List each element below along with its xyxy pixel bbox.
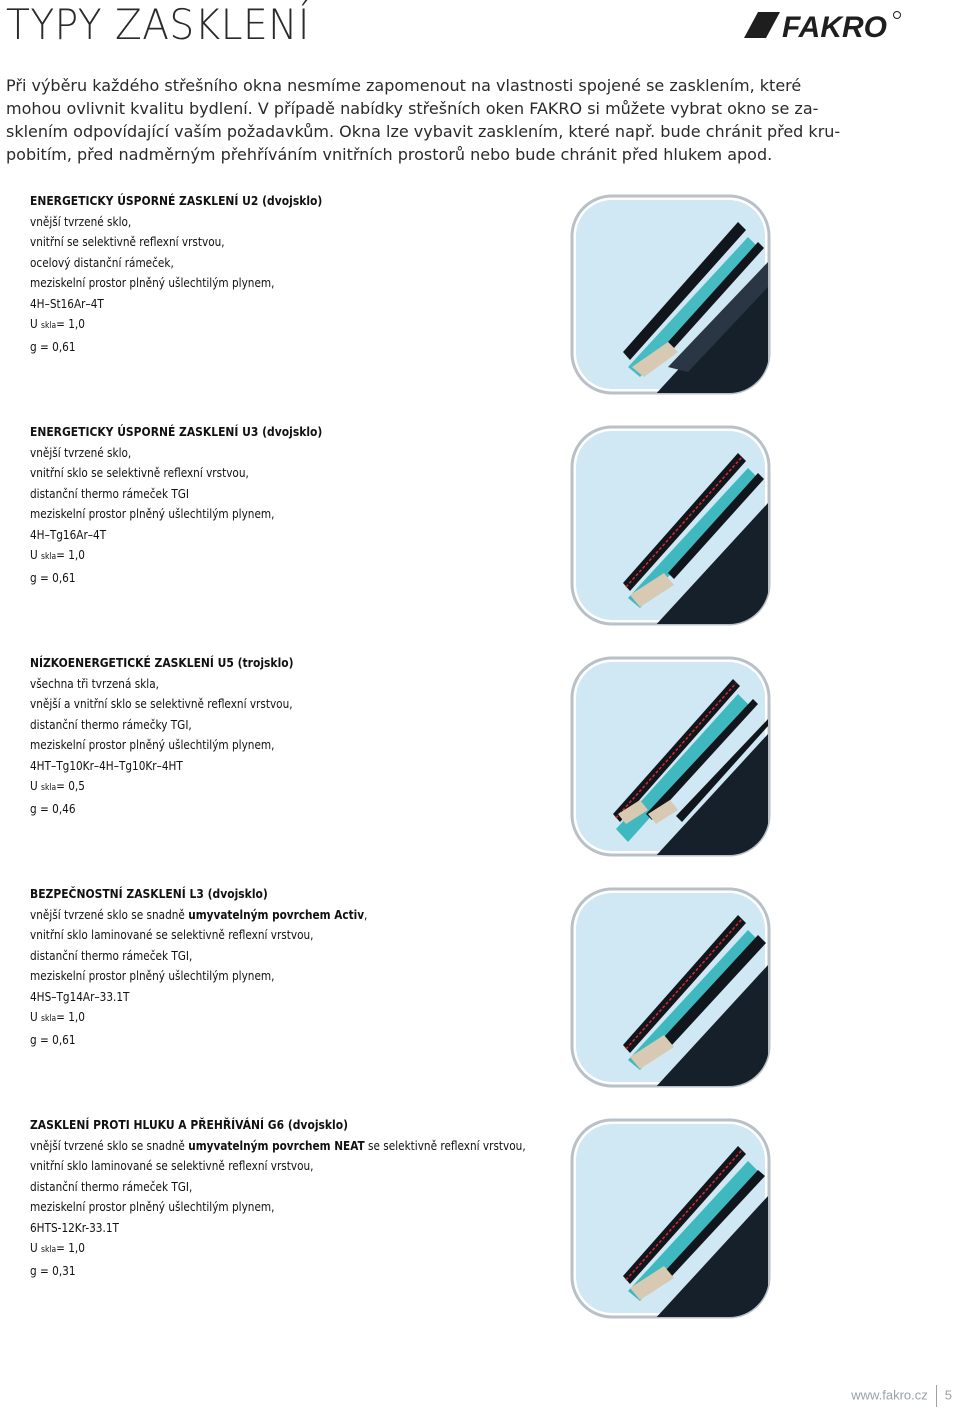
spec-line: vnitřní sklo laminované se selektivně reflexní vrstvou, <box>30 1158 314 1173</box>
page-title: TYPY ZASKLENÍ <box>6 0 310 49</box>
u-value <box>30 1007 500 1030</box>
spec-line: ocelový distanční rámeček, <box>30 254 174 270</box>
spec-line: 4H–St16Ar–4T <box>30 295 104 311</box>
section-title: ZASKLENÍ PROTI HLUKU A PŘEHŘÍVÁNÍ G6 (dvojsklo) <box>30 1117 349 1132</box>
spec-line: vnitřní sklo se selektivně reflexní vrstvou, <box>30 465 249 480</box>
u-value <box>30 314 500 337</box>
u-number: = 1,0 <box>56 547 85 562</box>
section-title: ENERGETICKY ÚSPORNÉ ZASKLENÍ U3 (dvojsklo) <box>30 424 323 439</box>
website-link[interactable]: www.fakro.cz <box>851 1387 928 1403</box>
g-value: g = 0,61 <box>30 338 76 354</box>
spec-text: vnější tvrzené sklo se snadně <box>30 906 189 922</box>
u-value <box>30 1238 500 1261</box>
spec-line <box>30 905 500 926</box>
intro-line: pobitím, před nadměrným přehříváním vnitřních prostorů nebo bude chránit před hlukem apod. <box>6 145 773 164</box>
u-symbol: U <box>30 1009 38 1024</box>
u-number: = 1,0 <box>56 316 85 331</box>
section-title: NÍZKOENERGETICKÉ ZASKLENÍ U5 (trojsklo) <box>30 655 294 670</box>
u-subscript: skla <box>41 552 57 562</box>
glazing-g6-illustration <box>568 1116 773 1321</box>
spec-emphasis: umyvatelným povrchem Activ <box>188 906 365 922</box>
glazing-section-g6 <box>30 1115 590 1281</box>
spec-line: všechna tři tvrzená skla, <box>30 675 159 691</box>
section-title: ENERGETICKY ÚSPORNÉ ZASKLENÍ U2 (dvojsklo) <box>30 193 323 208</box>
u-symbol: U <box>30 547 38 562</box>
spec-line: 4H–Tg16Ar–4T <box>30 526 107 542</box>
footer-divider <box>936 1385 937 1407</box>
glazing-l3-illustration <box>568 885 773 1090</box>
glazing-section-l3 <box>30 884 590 1050</box>
u-subscript: skla <box>41 321 57 331</box>
u-value <box>30 545 500 568</box>
spec-line: meziskelní prostor plněný ušlechtilým plynem, <box>30 968 275 983</box>
spec-line: vnitřní sklo laminované se selektivně reflexní vrstvou, <box>30 927 314 942</box>
u-symbol: U <box>30 1240 38 1255</box>
spec-line: meziskelní prostor plněný ušlechtilým plynem, <box>30 506 275 521</box>
glazing-u2-illustration <box>568 192 773 397</box>
glazing-u5-illustration <box>568 654 773 859</box>
page-footer <box>851 1385 952 1407</box>
glazing-section-u3 <box>30 422 590 588</box>
u-symbol: U <box>30 316 38 331</box>
glazing-section-u5 <box>30 653 590 819</box>
spec-line: vnější a vnitřní sklo se selektivně reflexní vrstvou, <box>30 696 293 711</box>
spec-line: 4HS–Tg14Ar–33.1T <box>30 988 130 1004</box>
intro-line: Při výběru každého střešního okna nesmíme zapomenout na vlastnosti spojené se zasklením, které <box>6 76 802 95</box>
section-title: BEZPEČNOSTNÍ ZASKLENÍ L3 (dvojsklo) <box>30 886 268 901</box>
g-value: g = 0,61 <box>30 569 76 585</box>
glazing-section-u2 <box>30 191 590 357</box>
spec-text: se selektivně reflexní vrstvou, <box>364 1137 526 1153</box>
spec-line: 6HTS-12Kr-33.1T <box>30 1219 119 1235</box>
glazing-u3-illustration <box>568 423 773 628</box>
spec-text: , <box>364 906 368 922</box>
svg-text:FAKRO: FAKRO <box>782 11 887 40</box>
u-subscript: skla <box>41 1245 57 1255</box>
page-number: 5 <box>944 1387 952 1403</box>
g-value: g = 0,46 <box>30 800 76 816</box>
u-number: = 1,0 <box>56 1009 85 1024</box>
u-symbol: U <box>30 778 38 793</box>
intro-line: sklením odpovídající vaším požadavkům. Okna lze vybavit zasklením, které např. bude chránit před kru- <box>6 122 841 141</box>
u-number: = 1,0 <box>56 1240 85 1255</box>
spec-line: vnitřní se selektivně reflexní vrstvou, <box>30 234 225 249</box>
spec-line: 4HT–Tg10Kr–4H–Tg10Kr–4HT <box>30 757 183 773</box>
spec-line: meziskelní prostor plněný ušlechtilým plynem, <box>30 275 275 290</box>
spec-text: vnější tvrzené sklo se snadně <box>30 1137 189 1153</box>
spec-line: distanční thermo rámeček TGI, <box>30 1178 193 1194</box>
spec-line: meziskelní prostor plněný ušlechtilým plynem, <box>30 1199 275 1214</box>
u-subscript: skla <box>41 1014 57 1024</box>
spec-line: distanční thermo rámeček TGI, <box>30 947 193 963</box>
spec-line: vnější tvrzené sklo, <box>30 444 132 460</box>
fakro-logo <box>744 10 902 40</box>
u-subscript: skla <box>41 783 57 793</box>
spec-line: meziskelní prostor plněný ušlechtilým plynem, <box>30 737 275 752</box>
intro-line: mohou ovlivnit kvalitu bydlení. V případě nabídky střešních oken FAKRO si můžete vybrat okno se za- <box>6 99 819 118</box>
spec-emphasis: umyvatelným povrchem NEAT <box>188 1137 365 1153</box>
u-number: = 0,5 <box>56 778 85 793</box>
spec-line <box>30 1136 526 1157</box>
g-value: g = 0,31 <box>30 1262 76 1278</box>
intro-paragraph <box>6 74 841 166</box>
spec-line: distanční thermo rámečky TGI, <box>30 716 192 732</box>
spec-line: vnější tvrzené sklo, <box>30 213 132 229</box>
u-value <box>30 776 500 799</box>
spec-line: distanční thermo rámeček TGI <box>30 485 190 501</box>
g-value: g = 0,61 <box>30 1031 76 1047</box>
